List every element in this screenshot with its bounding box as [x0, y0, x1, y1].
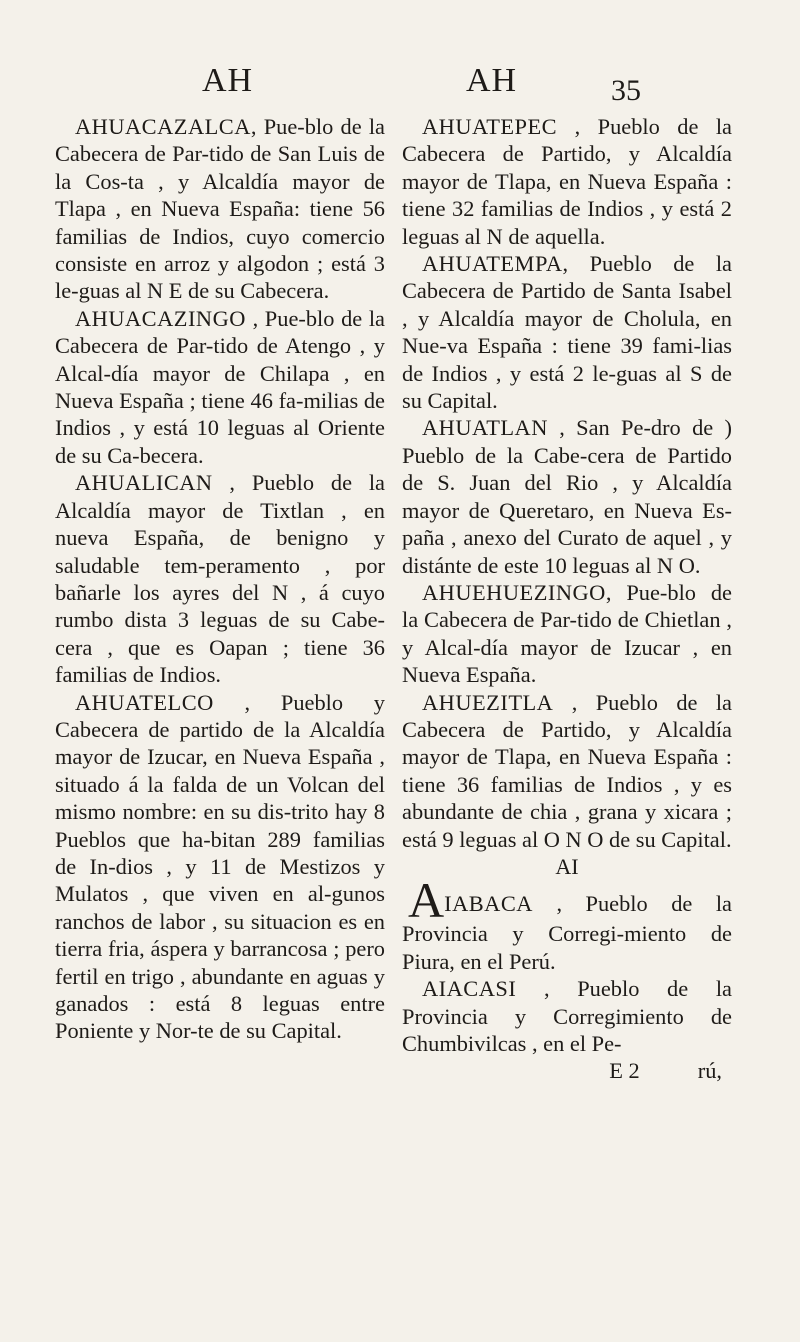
entry-headword: AHUATEPEC [422, 114, 558, 139]
entry [402, 975, 732, 1057]
entry [402, 113, 732, 250]
entry-text: , San Pe-dro de ) Pueblo de la Cabe-cera de Partido de S. Juan del Rio , y Alcaldía mayor de Queretaro, en Nueva Es-paña , anexo del Curato de aquel , y distánte de este 10 leguas al N O. [402, 415, 732, 578]
drop-cap: A [408, 872, 445, 929]
entry-headword: AHUALICAN [75, 470, 213, 496]
running-header [0, 62, 800, 112]
entry-text: , Pueblo de la Alcaldía mayor de Tixtlan , en nueva España, de benigno y saludable tem-peramento , por bañarle los ayres del N , á cuyo rumbo dista 3 leguas de su Cabe-cera , que es Oapan ; tiene 36 familias de Indios. [55, 470, 385, 688]
entry [402, 689, 732, 853]
entry-text: , Pue-blo de la Cabecera de Par-tido de San Luis de la Cos-ta , y Alcaldía mayor de Tlapa , en Nueva España: tiene 56 familias de Indios, cuyo comercio consiste en arroz y algodon ; está 3 le-guas al N E de su Cabecera. [55, 114, 385, 304]
entry-headword: AHUEZITLA [422, 689, 554, 715]
left-headword: AH [202, 62, 254, 99]
entry-headword: AHUACAZINGO [75, 305, 246, 331]
entry [402, 250, 732, 414]
entry-headword: AHUATELCO [75, 689, 214, 715]
signature-mark: E 2 [609, 1058, 640, 1084]
entry [55, 113, 385, 305]
right-headword: AH [466, 62, 518, 99]
page-number: 35 [611, 74, 641, 107]
right-column [402, 113, 732, 1085]
entry-headword: IABACA [444, 891, 533, 917]
entry-text: , Pueblo de la Cabecera de Partido de Santa Isabel , y Alcaldía mayor de Cholula, en Nue-va España : tiene 39 fami-lias de Indios , y está 2 le-guas al S de su Capital. [402, 251, 732, 414]
entry-headword: AIACASI [422, 976, 517, 1002]
entry [402, 579, 732, 689]
entry-headword: AHUATEMPA [422, 251, 563, 277]
section-heading: AI [555, 853, 579, 879]
entry [402, 872, 732, 975]
entry-headword: AHUEHUEZINGO [422, 579, 606, 605]
entry-text: , Pue-blo de la Cabecera de Par-tido de Chietlan , y Alcal-día mayor de Izucar , en Nueva España. [402, 579, 732, 688]
entry-text: , Pueblo de la Provincia y Corregi-miento de Piura, en el Perú. [402, 891, 732, 974]
entry [402, 414, 732, 578]
entry-headword: AHUATLAN [422, 415, 548, 441]
catchword: rú, [697, 1058, 722, 1084]
entry [55, 469, 385, 688]
entry-text: , Pueblo y Cabecera de partido de la Alcaldía mayor de Izucar, en Nueva España , situado á la falda de un Volcan del mismo nombre: en su dis-trito hay 8 Pueblos que ha-bitan 289 familias de In-dios , y 11 de Mestizos y Mulatos , que viven en al-gunos ranchos de labor , su situacion es en tierra fria, áspera y barrancosa ; pero fertil en trigo , abundante en aguas y ganados : está 8 leguas entre Poniente y Nor-te de su Capital. [55, 689, 385, 1044]
entry [55, 689, 385, 1045]
left-column [55, 113, 385, 1045]
entry-headword: AHUACAZALCA [75, 114, 251, 139]
entry-text: , Pue-blo de la Cabecera de Par-tido de Atengo , y Alcal-día mayor de Chilapa , en Nueva España ; tiene 46 fa-milias de Indios , y está 10 leguas al Oriente de su Ca-becera. [55, 305, 385, 468]
entry [55, 305, 385, 469]
entry-text: , Pueblo de la Cabecera de Partido, y Alcaldía mayor de Tlapa, en Nueva España : tiene 36 familias de Indios , y es abundante de chia , grana y xicara ; está 9 leguas al O N O de su Capital. [402, 689, 732, 852]
entry-text: , Pueblo de la Provincia y Corregimiento de Chumbivilcas , en el Pe- [402, 976, 732, 1056]
footer-line [402, 1057, 732, 1084]
entry-text: , Pueblo de la Cabecera de Partido, y Alcaldía mayor de Tlapa, en Nueva España : tiene 32 familias de Indios , y está 2 leguas al N de aquella. [402, 114, 732, 249]
